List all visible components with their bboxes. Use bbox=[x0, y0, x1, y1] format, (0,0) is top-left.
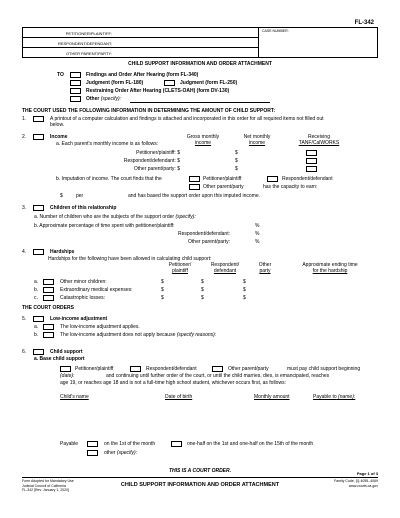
pay-other-checkbox[interactable] bbox=[212, 366, 223, 372]
form-title: CHILD SUPPORT INFORMATION AND ORDER ATTACHMENT bbox=[128, 61, 272, 67]
low-income-applies-checkbox[interactable] bbox=[43, 324, 54, 330]
form-number: FL-342 bbox=[354, 20, 374, 26]
child-support-heading: Child support bbox=[50, 349, 83, 355]
hardship-medical-checkbox[interactable] bbox=[43, 287, 54, 293]
restraining-checkbox[interactable] bbox=[70, 88, 81, 94]
low-income-not-apply-checkbox[interactable] bbox=[43, 332, 54, 338]
pay-1st-checkbox[interactable] bbox=[87, 441, 98, 447]
judgment-250-checkbox[interactable] bbox=[164, 80, 175, 86]
judgment-180-checkbox[interactable] bbox=[70, 80, 81, 86]
tanf-other-checkbox[interactable] bbox=[306, 166, 317, 172]
col-dob: Date of birth bbox=[165, 394, 193, 400]
pay-resp-checkbox[interactable] bbox=[130, 366, 141, 372]
footer-right: Family Code, §§ 4055–4069 www.courts.ca.gov bbox=[334, 479, 378, 488]
tanf-pet-checkbox[interactable] bbox=[306, 150, 317, 156]
page-indicator: Page 1 of 3 bbox=[356, 471, 378, 476]
petitioner-label: PETITIONER/PLAINTIFF: bbox=[65, 31, 112, 36]
hardship-children-checkbox[interactable] bbox=[43, 279, 54, 285]
respondent-label: RESPONDENT/DEFENDANT: bbox=[57, 41, 112, 46]
low-income-checkbox[interactable] bbox=[33, 316, 44, 322]
computer-printout-checkbox[interactable] bbox=[33, 116, 44, 122]
findings-checkbox[interactable] bbox=[70, 72, 81, 78]
col-payable-to: Payable to bbox=[313, 394, 337, 400]
hardships-checkbox[interactable] bbox=[33, 249, 44, 255]
to-label: TO bbox=[57, 72, 64, 78]
used-info-heading: THE COURT USED THE FOLLOWING INFORMATION IN DETERMINING THE AMOUNT OF CHILD SUPPORT: bbox=[22, 108, 276, 114]
payable-label: Payable bbox=[60, 441, 79, 447]
tanf-resp-checkbox[interactable] bbox=[306, 158, 317, 164]
other-attach-specify: (specify): bbox=[100, 96, 122, 102]
court-order-notice: THIS IS A COURT ORDER. bbox=[168, 468, 232, 474]
restraining-label: Restraining Order After Hearing (CLETS-OAH) (form DV-130) bbox=[86, 88, 230, 94]
judgment-250-label: Judgment (form FL-250) bbox=[180, 80, 238, 86]
case-number-field[interactable] bbox=[262, 36, 374, 54]
other-party-label: OTHER PARENT/PARTY: bbox=[65, 51, 112, 56]
other-attach-checkbox[interactable] bbox=[70, 96, 81, 102]
other-attach-label: Other bbox=[86, 96, 100, 102]
children-checkbox[interactable] bbox=[33, 205, 44, 211]
pay-pet-checkbox[interactable] bbox=[60, 366, 71, 372]
other-attach-field[interactable] bbox=[130, 102, 270, 103]
impute-resp-checkbox[interactable] bbox=[267, 176, 278, 182]
hardship-catastrophic-checkbox[interactable] bbox=[43, 295, 54, 301]
item1-text: A printout of a computer calculation and findings is attached and incorporated in this order for all required items not filled out bbox=[50, 116, 324, 122]
child-support-checkbox[interactable] bbox=[33, 349, 44, 355]
low-income-heading: Low-income adjustment bbox=[50, 316, 108, 322]
footer-title: CHILD SUPPORT INFORMATION AND ORDER ATTACHMENT bbox=[120, 482, 280, 488]
col-monthly-amount: Monthly amount bbox=[254, 394, 290, 400]
caption-divider bbox=[258, 27, 259, 58]
judgment-180-label: Judgment (form FL-180) bbox=[86, 80, 144, 86]
court-orders-heading: THE COURT ORDERS bbox=[22, 305, 74, 311]
children-heading: Children of this relationship bbox=[50, 205, 117, 211]
pay-half-checkbox[interactable] bbox=[171, 441, 182, 447]
col-child-name: Child's name bbox=[60, 394, 89, 400]
impute-other-checkbox[interactable] bbox=[189, 184, 200, 190]
hardships-heading: Hardships bbox=[50, 249, 75, 255]
income-heading: Income bbox=[50, 134, 68, 140]
case-number-label: CASE NUMBER: bbox=[262, 29, 289, 33]
income-checkbox[interactable] bbox=[33, 134, 44, 140]
footer-left: Form Adopted for Mandatory Use Judicial Council of California FL-342 [Rev. January 1, 2020] bbox=[22, 479, 74, 492]
pay-other-schedule-checkbox[interactable] bbox=[87, 450, 98, 456]
impute-pet-checkbox[interactable] bbox=[189, 176, 200, 182]
findings-label: Findings and Order After Hearing (form FL-340) bbox=[86, 72, 199, 78]
